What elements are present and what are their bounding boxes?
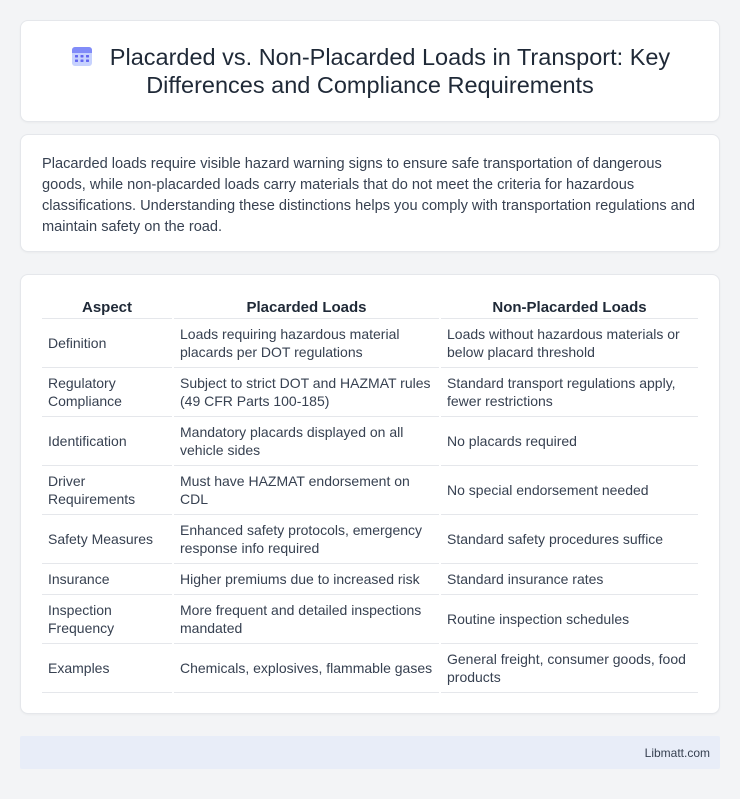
cell-placarded: Higher premiums due to increased risk: [174, 564, 439, 595]
table-row: [42, 595, 698, 644]
cell-aspect: Identification: [42, 417, 172, 466]
table-row: [42, 515, 698, 564]
comparison-table-card: [20, 274, 720, 714]
cell-aspect: Driver Requirements: [42, 466, 172, 515]
page-title-wrap: [60, 43, 680, 99]
cell-non-placarded: Loads without hazardous materials or below placard threshold: [441, 319, 698, 368]
column-header-non-placarded: Non-Placarded Loads: [441, 295, 698, 319]
table-row: [42, 368, 698, 417]
cell-non-placarded: Standard transport regulations apply, fewer restrictions: [441, 368, 698, 417]
cell-non-placarded: No special endorsement needed: [441, 466, 698, 515]
cell-placarded: Chemicals, explosives, flammable gases: [174, 644, 439, 693]
cell-non-placarded: Standard insurance rates: [441, 564, 698, 595]
cell-aspect: Definition: [42, 319, 172, 368]
table-header-row: [42, 295, 698, 319]
footer: [20, 736, 720, 769]
intro-text: Placarded loads require visible hazard warning signs to ensure safe transportation of dangerous goods, while non-placarded loads carry materials that do not meet the criteria for hazardous classifications. Understanding these distinctions helps you comply with transportation regulations and maintain safety on the road.: [42, 156, 696, 235]
cell-non-placarded: General freight, consumer goods, food products: [441, 644, 698, 693]
page-title: Placarded vs. Non-Placarded Loads in Transport: Key Differences and Compliance Requirements: [109, 44, 671, 98]
cell-non-placarded: No placards required: [441, 417, 698, 466]
cell-aspect: Regulatory Compliance: [42, 368, 172, 417]
comparison-table: [40, 295, 700, 693]
cell-non-placarded: Standard safety procedures suffice: [441, 515, 698, 564]
column-header-placarded: Placarded Loads: [174, 295, 439, 319]
cell-placarded: More frequent and detailed inspections mandated: [174, 595, 439, 644]
header-card: [20, 20, 720, 122]
cell-non-placarded: Routine inspection schedules: [441, 595, 698, 644]
calendar-icon: [70, 44, 94, 68]
footer-brand[interactable]: Libmatt.com: [644, 745, 710, 760]
table-row: [42, 564, 698, 595]
table-row: [42, 319, 698, 368]
cell-placarded: Enhanced safety protocols, emergency response info required: [174, 515, 439, 564]
intro-card: [20, 134, 720, 252]
cell-aspect: Safety Measures: [42, 515, 172, 564]
cell-placarded: Subject to strict DOT and HAZMAT rules (49 CFR Parts 100-185): [174, 368, 439, 417]
table-row: [42, 417, 698, 466]
cell-placarded: Loads requiring hazardous material placards per DOT regulations: [174, 319, 439, 368]
table-row: [42, 644, 698, 693]
cell-aspect: Insurance: [42, 564, 172, 595]
column-header-aspect: Aspect: [42, 295, 172, 319]
cell-aspect: Inspection Frequency: [42, 595, 172, 644]
cell-placarded: Must have HAZMAT endorsement on CDL: [174, 466, 439, 515]
cell-aspect: Examples: [42, 644, 172, 693]
table-row: [42, 466, 698, 515]
cell-placarded: Mandatory placards displayed on all vehicle sides: [174, 417, 439, 466]
